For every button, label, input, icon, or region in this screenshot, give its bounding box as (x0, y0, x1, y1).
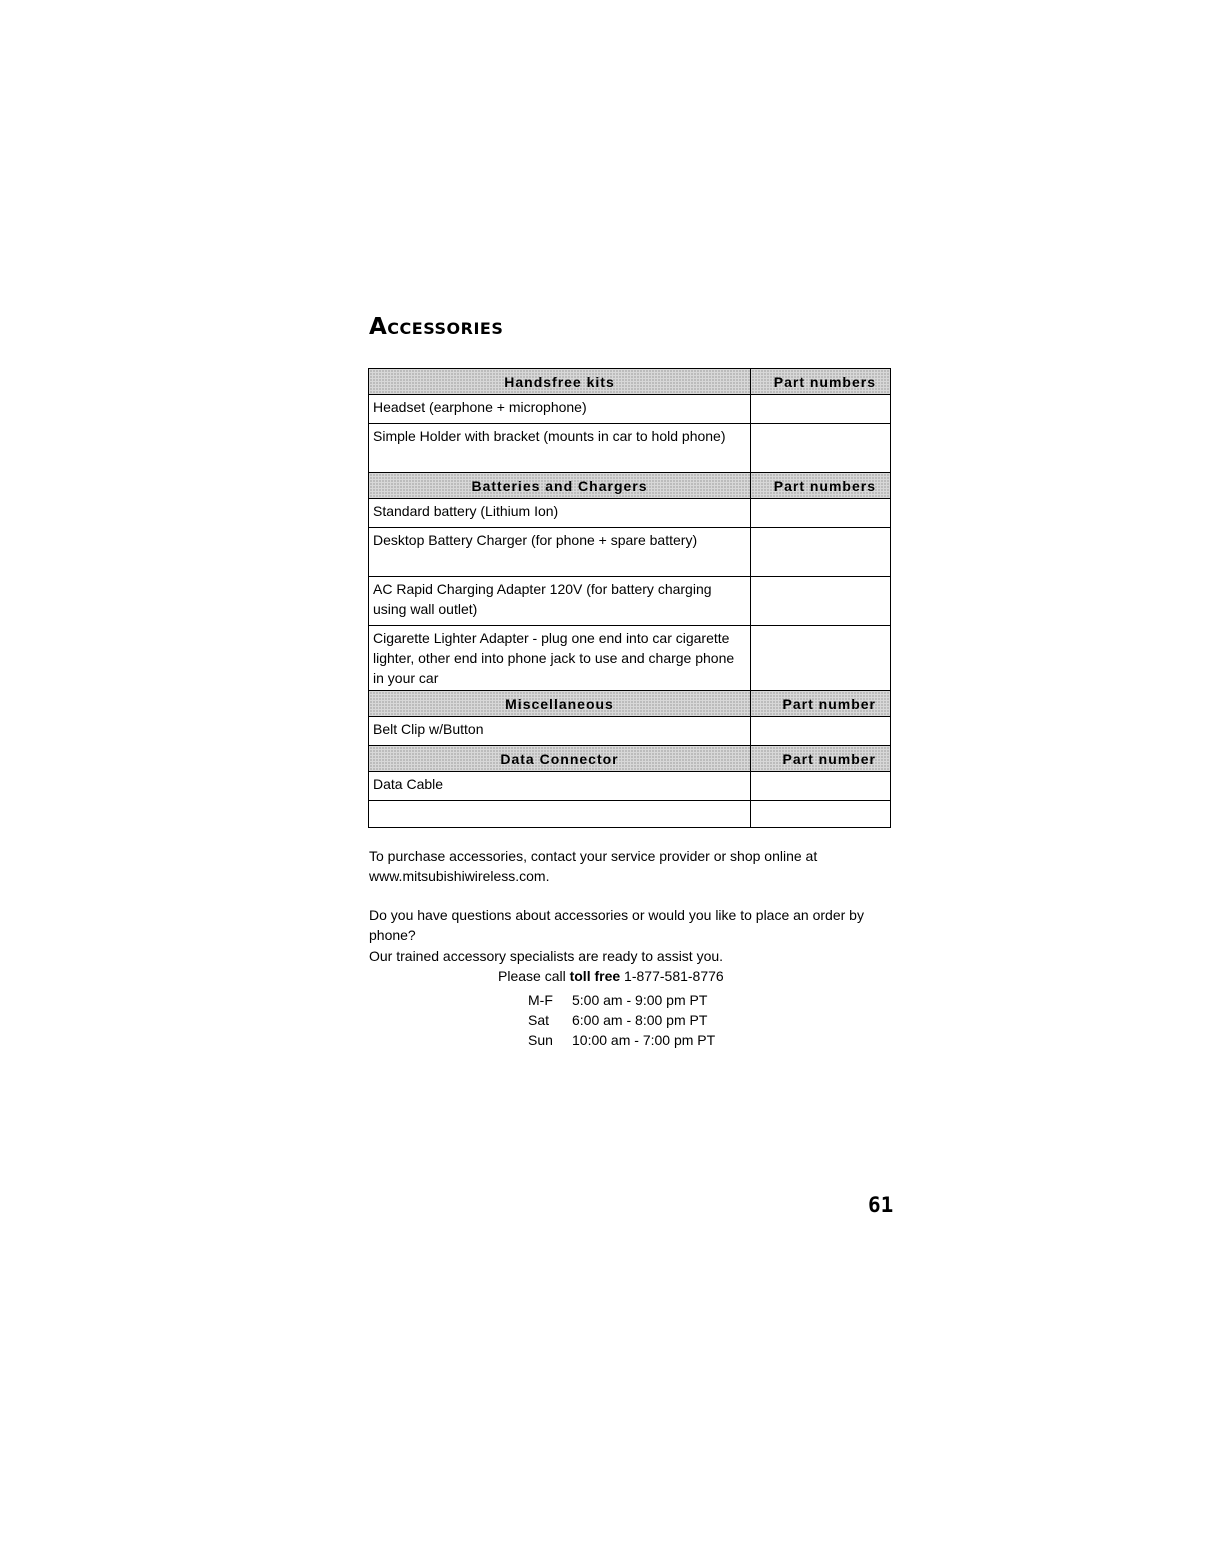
hours-row (528, 1010, 715, 1030)
part-number-cell (751, 528, 891, 577)
table-row (369, 772, 891, 801)
part-number-cell (751, 577, 891, 626)
accessory-description: AC Rapid Charging Adapter 120V (for battery charging using wall outlet) (369, 577, 751, 626)
part-number-header: Part numbers (751, 369, 891, 395)
table-row (369, 395, 891, 424)
accessories-table (368, 368, 891, 828)
part-number-cell (751, 801, 891, 828)
hours-row (528, 990, 715, 1010)
part-number-cell (751, 499, 891, 528)
table-row (369, 577, 891, 626)
accessory-description: Belt Clip w/Button (369, 717, 751, 746)
page-number: 61 (868, 1193, 894, 1217)
hours-day: Sat (528, 1012, 550, 1028)
accessory-description: Data Cable (369, 772, 751, 801)
accessory-description: Cigarette Lighter Adapter - plug one end into car cigarette lighter, other end into phone jack to use and charge phone in your car (369, 626, 751, 691)
section-header-row (369, 473, 891, 499)
hours-day: M-F (528, 992, 553, 1008)
specialists-paragraph: Our trained accessory specialists are ready to assist you. (369, 948, 724, 964)
empty-description-cell (369, 801, 751, 828)
call-toll-free: toll free (569, 968, 621, 984)
section-header-row (369, 691, 891, 717)
phone-call-line (498, 966, 724, 986)
table-row (369, 424, 891, 473)
table-row (369, 626, 891, 691)
part-number-cell (751, 395, 891, 424)
section-header-batteries: Batteries and Chargers (369, 473, 751, 499)
accessory-description: Desktop Battery Charger (for phone + spare battery) (369, 528, 751, 577)
hours-time: 6:00 am - 8:00 pm PT (572, 1012, 708, 1028)
section-header-row (369, 369, 891, 395)
part-number-header: Part number (751, 746, 891, 772)
hours-time: 10:00 am - 7:00 pm PT (572, 1032, 716, 1048)
accessory-description: Simple Holder with bracket (mounts in car to hold phone) (369, 424, 751, 473)
section-header-row (369, 746, 891, 772)
hours-day: Sun (528, 1032, 553, 1048)
section-header-handsfree: Handsfree kits (369, 369, 751, 395)
part-number-cell (751, 717, 891, 746)
purchase-paragraph: To purchase accessories, contact your service provider or shop online at www.mitsubishiwireless.com. (369, 848, 818, 884)
section-header-miscellaneous: Miscellaneous (369, 691, 751, 717)
table-row-empty (369, 801, 891, 828)
part-number-cell (751, 424, 891, 473)
section-header-data-connector: Data Connector (369, 746, 751, 772)
table-row (369, 528, 891, 577)
table-row (369, 499, 891, 528)
support-hours (528, 990, 715, 1050)
page-title: Accessories (369, 314, 504, 340)
part-number-cell (751, 626, 891, 691)
hours-row (528, 1030, 715, 1050)
call-prefix: Please call (498, 968, 570, 984)
part-number-header: Part numbers (751, 473, 891, 499)
accessory-description: Headset (earphone + microphone) (369, 395, 751, 424)
accessory-description: Standard battery (Lithium Ion) (369, 499, 751, 528)
part-number-header: Part number (751, 691, 891, 717)
questions-paragraph: Do you have questions about accessories or would you like to place an order by phone? (369, 907, 864, 943)
part-number-cell (751, 772, 891, 801)
table-row (369, 717, 891, 746)
hours-time: 5:00 am - 9:00 pm PT (572, 992, 708, 1008)
phone-number: 1-877-581-8776 (620, 968, 724, 984)
